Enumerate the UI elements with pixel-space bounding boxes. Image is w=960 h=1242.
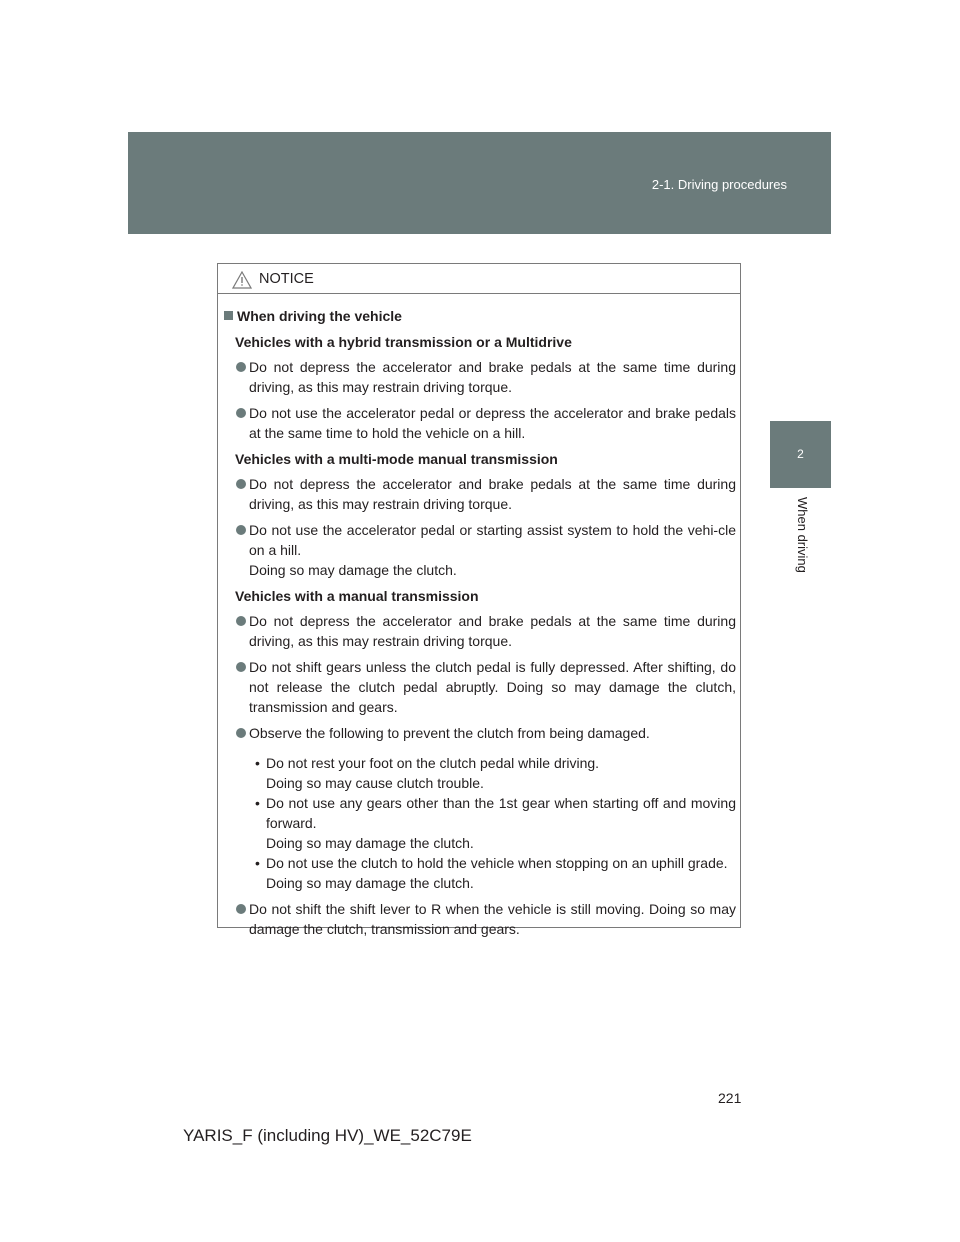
warning-triangle-icon bbox=[232, 271, 252, 289]
list-item bbox=[218, 899, 736, 939]
round-bullet-icon bbox=[236, 728, 246, 738]
subitem-text: Do not use any gears other than the 1st gear when starting off and moving forward. bbox=[266, 795, 736, 831]
subitem-note: Doing so may damage the clutch. bbox=[266, 835, 474, 851]
notice-title: NOTICE bbox=[259, 271, 314, 287]
round-bullet-icon bbox=[236, 408, 246, 418]
square-bullet-icon bbox=[224, 311, 233, 320]
subitem-text: Do not rest your foot on the clutch pedal while driving. bbox=[266, 755, 600, 771]
list-item bbox=[218, 723, 736, 743]
notice-header bbox=[218, 264, 740, 294]
section-title: 2-1. Driving procedures bbox=[651, 177, 787, 192]
notice-heading bbox=[218, 306, 736, 326]
list-item bbox=[218, 611, 736, 651]
round-bullet-icon bbox=[236, 662, 246, 672]
dot-marker-icon: • bbox=[255, 755, 260, 771]
bullet-text: Do not shift the shift lever to R when the vehicle is still moving. Doing so may damage the clutch, transmission and gears. bbox=[249, 901, 736, 937]
bullet-text: Do not depress the accelerator and brake pedals at the same time during driving, as this may restrain driving torque. bbox=[249, 359, 736, 395]
notice-box bbox=[217, 263, 741, 937]
notice-body bbox=[218, 294, 740, 939]
bullet-text: Do not use the accelerator pedal or starting assist system to hold the vehi-cle on a hill. bbox=[249, 522, 736, 558]
subhead-manual: Vehicles with a manual transmission bbox=[235, 588, 479, 604]
round-bullet-icon bbox=[236, 362, 246, 372]
list-item bbox=[218, 657, 736, 717]
round-bullet-icon bbox=[236, 479, 246, 489]
chapter-number-tab: 2 bbox=[770, 421, 831, 488]
subitem-note: Doing so may cause clutch trouble. bbox=[266, 775, 484, 791]
document-id: YARIS_F (including HV)_WE_52C79E bbox=[183, 1126, 472, 1145]
bullet-text: Do not use the accelerator pedal or depress the accelerator and brake pedals at the same time to hold the vehicle on a hill. bbox=[249, 405, 736, 441]
list-item bbox=[218, 357, 736, 397]
list-item bbox=[218, 403, 736, 443]
dot-marker-icon: • bbox=[255, 855, 260, 871]
chapter-side-label: When driving bbox=[795, 497, 810, 573]
subitem-note: Doing so may damage the clutch. bbox=[266, 875, 474, 891]
list-item bbox=[218, 474, 736, 514]
subhead-multimode: Vehicles with a multi-mode manual transmission bbox=[235, 451, 558, 467]
subitem-text: Do not use the clutch to hold the vehicle when stopping on an uphill grade. bbox=[266, 855, 728, 871]
bullet-text: Do not depress the accelerator and brake pedals at the same time during driving, as this may restrain driving torque. bbox=[249, 613, 736, 649]
bullet-note: Doing so may damage the clutch. bbox=[249, 562, 457, 578]
bullet-text: Do not shift gears unless the clutch pedal is fully depressed. After shifting, do not release the clutch pedal abruptly. Doing so may damage the clutch, transmission and gears. bbox=[249, 659, 736, 715]
round-bullet-icon bbox=[236, 616, 246, 626]
list-item bbox=[218, 520, 736, 580]
header-band bbox=[128, 132, 831, 234]
bullet-text: Observe the following to prevent the clutch from being damaged. bbox=[249, 725, 650, 741]
page-number: 221 bbox=[718, 1090, 742, 1106]
sub-list-item bbox=[218, 793, 736, 853]
round-bullet-icon bbox=[236, 904, 246, 914]
round-bullet-icon bbox=[236, 525, 246, 535]
sub-list-item bbox=[218, 853, 736, 893]
bullet-text: Do not depress the accelerator and brake pedals at the same time during driving, as this may restrain driving torque. bbox=[249, 476, 736, 512]
sub-list-item bbox=[218, 753, 736, 793]
subhead-hybrid: Vehicles with a hybrid transmission or a Multidrive bbox=[235, 334, 572, 350]
dot-marker-icon: • bbox=[255, 795, 260, 811]
notice-heading-text: When driving the vehicle bbox=[237, 308, 402, 324]
